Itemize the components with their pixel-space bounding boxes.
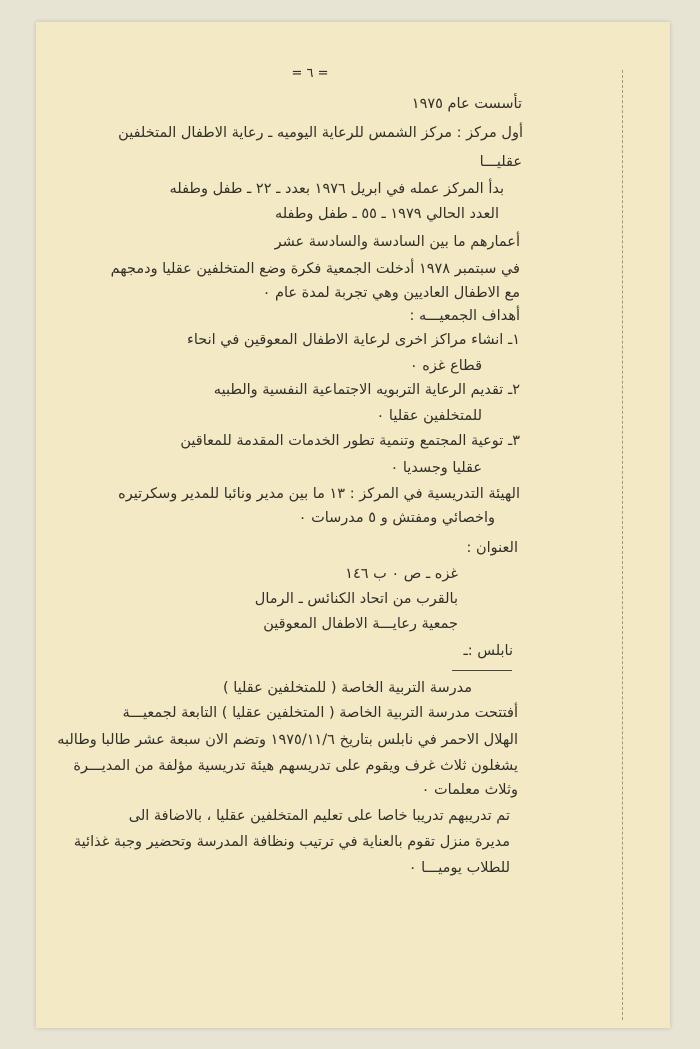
goals-title: أهداف الجمعيـــه : — [409, 308, 520, 324]
nablus-school-title: مدرسة التربية الخاصة ( للمتخلفين عقليا ) — [222, 680, 472, 696]
page-number: = ٦ = — [291, 66, 329, 81]
goal-3-line-2: عقليا وجسديا ٠ — [390, 460, 482, 476]
current-count-line: العدد الحالي ١٩٧٩ ـ ٥٥ ـ طفل وطفله — [274, 206, 499, 222]
founded-line: تأسست عام ١٩٧٥ — [411, 96, 522, 112]
goal-2-line-1: ٢ـ تقديم الرعاية التربويه الاجتماعية النفسية والطبيه — [213, 382, 520, 398]
nablus-p1-line-1: أفتتحت مدرسة التربية الخاصة ( المتخلفين عقليا ) التابعة لجمعيـــة — [122, 705, 518, 721]
nablus-p1-line-3: يشغلون ثلاث غرف ويقوم على تدريسهم هيئة تدريسية مؤلفة من المديـــرة — [73, 758, 518, 774]
nablus-underline — [452, 670, 512, 671]
september-line-1: في سبتمبر ١٩٧٨ أدخلت الجمعية فكرة وضع المتخلفين عقليا ودمجهم — [110, 261, 520, 277]
nablus-p1-line-4: وثلاث معلمات ٠ — [421, 782, 518, 798]
september-line-2: مع الاطفال العاديين وهي تجربة لمدة عام ٠ — [262, 285, 520, 301]
first-center-cont: عقليـــا — [479, 154, 522, 170]
address-line-2: بالقرب من اتحاد الكنائس ـ الرمال — [254, 591, 458, 607]
nablus-p1-line-2: الهلال الاحمر في نابلس بتاريخ ١٩٧٥/١١/٦ وتضم الان سبعة عشر طالبا وطالبه — [57, 732, 518, 748]
nablus-title: نابلس :ـ — [463, 643, 513, 659]
goal-2-line-2: للمتخلفين عقليا ٠ — [376, 408, 482, 424]
goal-1-line-1: ١ـ انشاء مراكز اخرى لرعاية الاطفال المعوقين في انحاء — [187, 332, 520, 348]
nablus-p2-line-2: مديرة منزل تقوم بالعناية في ترتيب ونظافة المدرسة وتحضير وجبة غذائية — [73, 834, 510, 850]
goal-1-line-2: قطاع غزه ٠ — [409, 358, 482, 374]
ages-line: أعمارهم ما بين السادسة والسادسة عشر — [274, 234, 520, 250]
start-line: بدأ المركز عمله في ابريل ١٩٧٦ بعدد ـ ٢٢ ـ طفل وطفله — [169, 181, 504, 197]
staff-line-1: الهيئة التدريسية في المركز : ١٣ ما بين مدير ونائبا للمدير وسكرتيره — [118, 486, 520, 502]
address-line-3: جمعية رعايـــة الاطفال المعوقين — [263, 616, 458, 632]
first-center-line: أول مركز : مركز الشمس للرعاية اليوميه ـ رعاية الاطفال المتخلفين — [118, 125, 523, 141]
address-title: العنوان : — [466, 540, 518, 556]
staff-line-2: واخصائي ومفتش و ٥ مدرسات ٠ — [298, 510, 495, 526]
nablus-p2-line-1: تم تدريبهم تدريبا خاصا على تعليم المتخلفين عقليا ، بالاضافة الى — [128, 808, 510, 824]
goal-3-line-1: ٣ـ توعية المجتمع وتنمية تطور الخدمات المقدمة للمعاقين — [180, 433, 520, 449]
address-line-1: غزه ـ ص ٠ ب ١٤٦ — [345, 566, 458, 582]
nablus-p2-line-3: للطلاب يوميـــا ٠ — [408, 860, 510, 876]
page-fold-line — [622, 70, 623, 1020]
